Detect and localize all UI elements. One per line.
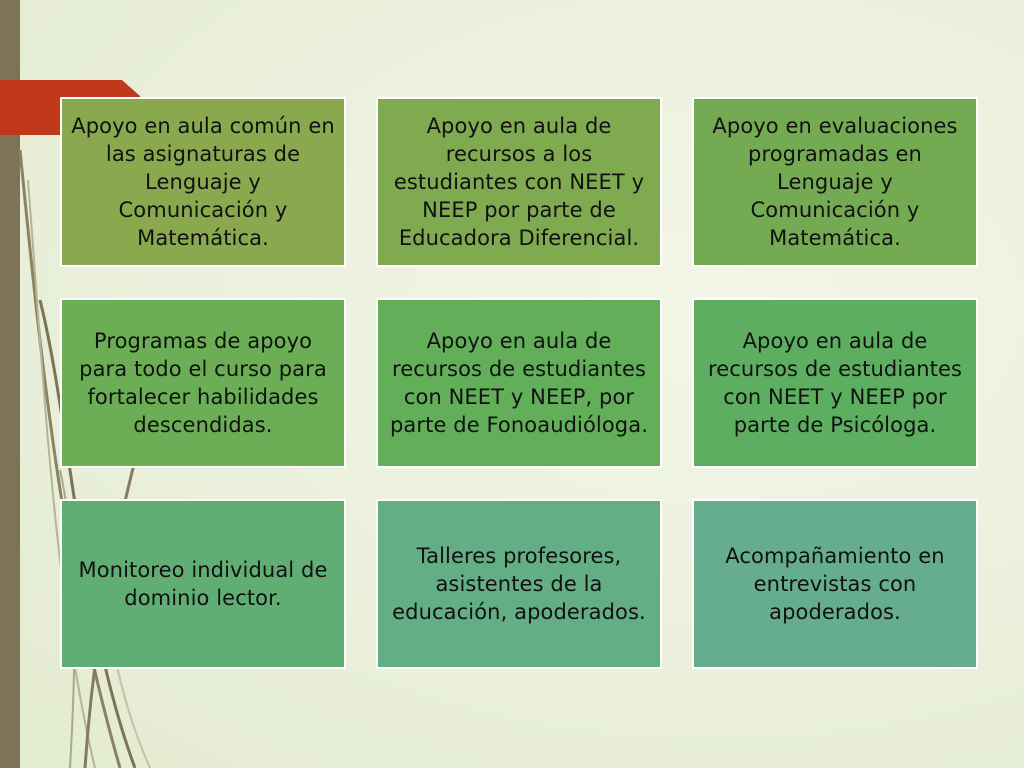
box-talleres: Talleres profesores, asistentes de la educación, apoderados. xyxy=(376,499,662,669)
box-aula-recursos-educadora: Apoyo en aula de recursos a los estudiantes con NEET y NEEP por parte de Educadora Diferencial. xyxy=(376,97,662,267)
box-aula-comun: Apoyo en aula común en las asignaturas de Lenguaje y Comunicación y Matemática. xyxy=(60,97,346,267)
box-monitoreo-lector: Monitoreo individual de dominio lector. xyxy=(60,499,346,669)
box-programas-apoyo: Programas de apoyo para todo el curso para fortalecer habilidades descendidas. xyxy=(60,298,346,468)
box-acompanamiento-entrevistas: Acompañamiento en entrevistas con apoderados. xyxy=(692,499,978,669)
box-evaluaciones-programadas: Apoyo en evaluaciones programadas en Lenguaje y Comunicación y Matemática. xyxy=(692,97,978,267)
box-aula-recursos-fonoaudiologa: Apoyo en aula de recursos de estudiantes con NEET y NEEP, por parte de Fonoaudióloga. xyxy=(376,298,662,468)
box-aula-recursos-psicologa: Apoyo en aula de recursos de estudiantes con NEET y NEEP por parte de Psicóloga. xyxy=(692,298,978,468)
